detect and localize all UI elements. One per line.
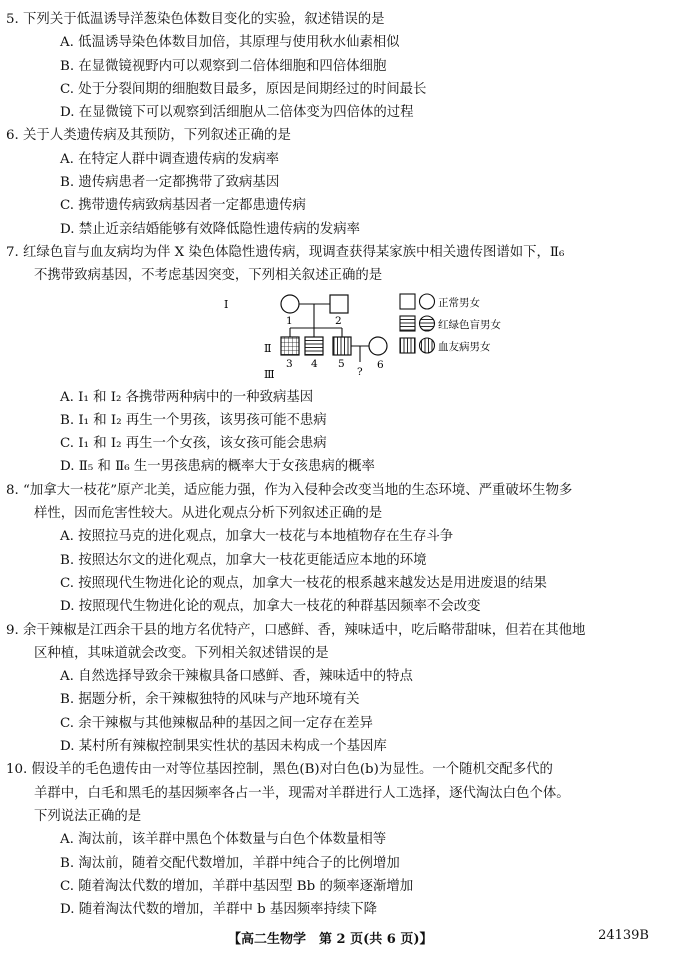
legend-hemophilia-female <box>420 338 435 353</box>
label-6: 6 <box>377 358 384 371</box>
individual-ii3 <box>281 337 299 355</box>
pedigree-legend <box>400 294 501 353</box>
question-9 <box>6 619 659 759</box>
option-c: C. 按照现代生物进化论的观点，加拿大一枝花的根系越来越发达是用进废退的结果 <box>60 575 547 591</box>
option-a: A. Ⅰ₁ 和 Ⅰ₂ 各携带两种病中的一种致病基因 <box>60 389 314 405</box>
individual-i1 <box>281 295 299 313</box>
individual-i2 <box>330 295 348 313</box>
pedigree-figure <box>34 290 659 382</box>
option-a: A. 低温诱导染色体数目加倍，其原理与使用秋水仙素相似 <box>60 35 400 51</box>
legend-colorblind-male <box>400 316 415 331</box>
individual-ii6 <box>369 337 387 355</box>
question-stem-line1: 7. 红绿色盲与血友病均为伴 X 染色体隐性遗传病，现调查获得某家族中相关遗传图谱如下，Ⅱ₆ <box>6 244 565 260</box>
option-b: B. 淘汰前，随着交配代数增加，羊群中纯合子的比例增加 <box>60 855 400 871</box>
label-2: 2 <box>335 314 342 327</box>
option-b: B. 遗传病患者一定都携带了致病基因 <box>60 175 280 191</box>
pedigree-chart <box>224 290 544 382</box>
legend-normal-female <box>420 294 435 309</box>
generation-label-i: Ⅰ <box>224 297 229 311</box>
legend-normal-male <box>400 294 415 309</box>
legend-hemophilia-label: 血友病男女 <box>438 340 491 353</box>
option-a: A. 按照拉马克的进化观点，加拿大一枝花与本地植物存在生存斗争 <box>60 529 454 545</box>
question-stem-line3: 下列说法正确的是 <box>34 808 142 824</box>
label-1: 1 <box>286 314 293 327</box>
question-stem-line1: 10. 假设羊的毛色遗传由一对等位基因控制，黑色(B)对白色(b)为显性。一个随机交配多代的 <box>6 762 553 778</box>
question-8 <box>6 479 659 619</box>
option-c: C. Ⅰ₁ 和 Ⅰ₂ 再生一个女孩，该女孩可能会患病 <box>60 436 327 452</box>
question-10 <box>6 758 659 921</box>
option-b: B. 按照达尔文的进化观点，加拿大一枝花更能适应本地的环境 <box>60 552 427 568</box>
option-c: C. 随着淘汰代数的增加，羊群中基因型 Bb 的频率逐渐增加 <box>60 878 414 894</box>
option-a: A. 自然选择导致余干辣椒具备口感鲜、香，辣味适中的特点 <box>60 669 413 685</box>
label-4: 4 <box>311 357 318 370</box>
question-stem-line2: 不携带致病基因，不考虑基因突变，下列相关叙述正确的是 <box>34 268 383 284</box>
question-6 <box>6 124 659 240</box>
unknown-offspring: ? <box>357 365 363 378</box>
option-a: A. 在特定人群中调查遗传病的发病率 <box>60 151 280 167</box>
option-c: C. 携带遗传病致病基因者一定都患遗传病 <box>60 198 306 214</box>
question-7 <box>6 241 659 479</box>
option-b: B. Ⅰ₁ 和 Ⅰ₂ 再生一个男孩，该男孩可能不患病 <box>60 412 327 428</box>
legend-normal-label: 正常男女 <box>438 296 480 309</box>
question-stem-line1: 8. “加拿大一枝花”原产北美，适应能力强，作为入侵种会改变当地的生态环境、严重破坏生物多 <box>6 482 573 498</box>
label-5: 5 <box>338 357 345 370</box>
option-d: D. 某村所有辣椒控制果实性状的基因未构成一个基因库 <box>60 739 387 755</box>
option-b: B. 据题分析，余干辣椒独特的风味与产地环境有关 <box>60 692 360 708</box>
legend-hemophilia-male <box>400 338 415 353</box>
question-5 <box>6 8 659 124</box>
option-d: D. 禁止近亲结婚能够有效降低隐性遗传病的发病率 <box>60 221 360 237</box>
individual-ii5 <box>333 337 351 355</box>
question-stem-line2: 区种植，其味道就会改变。下列相关叙述错误的是 <box>34 645 329 661</box>
question-stem: 6. 关于人类遗传病及其预防，下列叙述正确的是 <box>6 128 291 144</box>
option-d: D. 按照现代生物进化论的观点，加拿大一枝花的种群基因频率不会改变 <box>60 599 481 615</box>
footer-code: 24139B <box>598 928 649 943</box>
generation-label-ii: Ⅱ <box>264 341 272 355</box>
option-a: A. 淘汰前，该羊群中黑色个体数量与白色个体数量相等 <box>60 832 387 848</box>
option-d: D. 随着淘汰代数的增加，羊群中 b 基因频率持续下降 <box>60 902 378 918</box>
question-stem-line2: 样性，因而危害性较大。从进化观点分析下列叙述正确的是 <box>34 506 383 522</box>
legend-colorblind-female <box>420 316 435 331</box>
option-c: C. 处于分裂间期的细胞数目最多，原因是间期经过的时间最长 <box>60 81 427 97</box>
label-3: 3 <box>286 357 293 370</box>
individual-ii4 <box>305 337 323 355</box>
generation-label-iii: Ⅲ <box>264 367 275 381</box>
question-stem-line2: 羊群中，白毛和黑毛的基因频率各占一半，现需对羊群进行人工选择，逐代淘汰白色个体。 <box>34 785 570 801</box>
footer-title: 【高二生物学 第 2 页(共 6 页)】 <box>228 932 433 947</box>
option-d: D. 在显微镜下可以观察到活细胞从二倍体变为四倍体的过程 <box>60 105 414 121</box>
option-d: D. Ⅱ₅ 和 Ⅱ₆ 生一男孩患病的概率大于女孩患病的概率 <box>60 459 375 475</box>
question-stem: 5. 下列关于低温诱导洋葱染色体数目变化的实验，叙述错误的是 <box>6 12 385 27</box>
option-c: C. 余干辣椒与其他辣椒品种的基因之间一定存在差异 <box>60 715 373 731</box>
option-b: B. 在显微镜视野内可以观察到二倍体细胞和四倍体细胞 <box>60 58 387 74</box>
legend-colorblind-label: 红绿色盲男女 <box>438 318 501 331</box>
question-stem-line1: 9. 余干辣椒是江西余干县的地方名优特产，口感鲜、香，辣味适中，吃后略带甜味，但若在其他地 <box>6 622 586 638</box>
